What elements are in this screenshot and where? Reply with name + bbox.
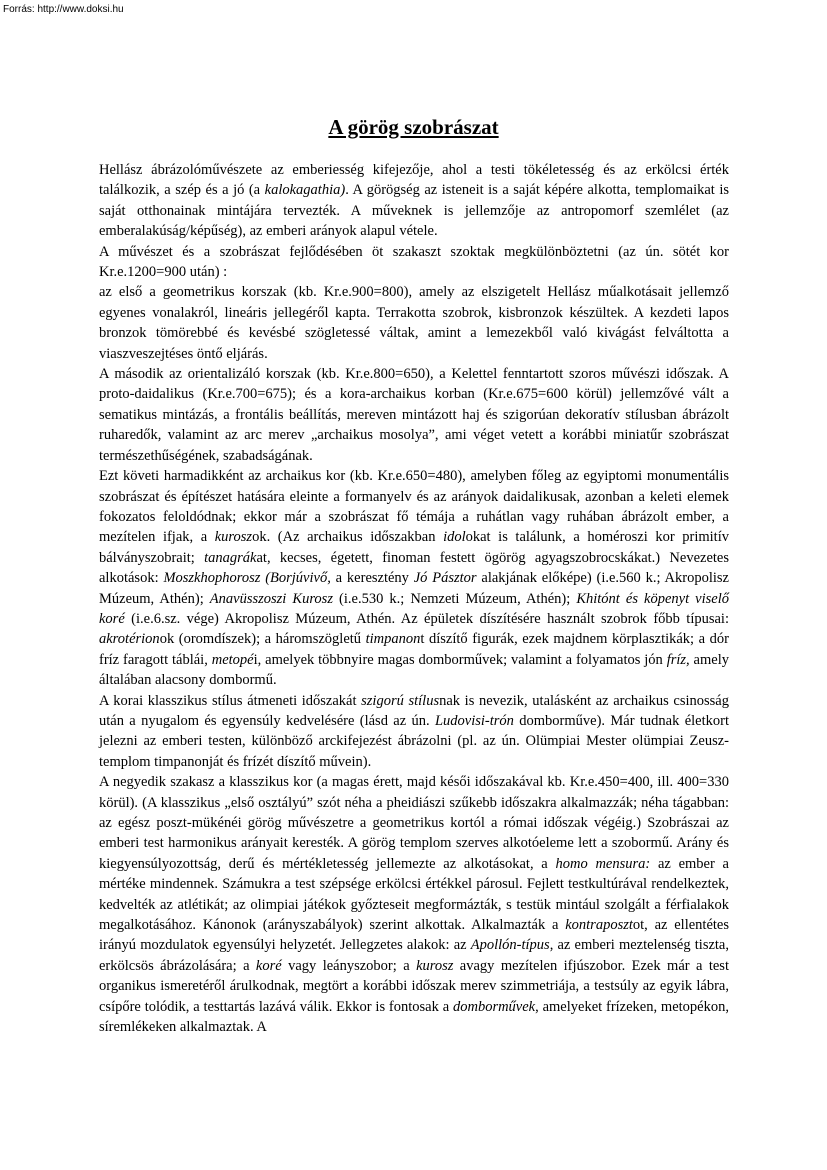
italic-term: homo mensura: [555,855,651,872]
page-title: A görög szobrászat [328,115,499,140]
source-url: Forrás: http://www.doksi.hu [3,4,124,15]
text-run: , az emberi meztelenség tiszta, erkölcsös ábrázolására; a [99,937,729,974]
paragraph [99,691,729,773]
text-run: a keresztény [330,570,414,587]
text-run: ot, az ellentétes irányú mozdulatok egyensúlyi helyzetét. Jellegzetes alakok: az [99,917,729,954]
text-run: alakjának előképe) (i.e.560 k.; Akropolisz Múzeum, Athén); [99,570,729,607]
italic-term: idol [443,529,466,546]
text-run: (i.e.530 k.; Nemzeti Múzeum, Athén); [332,590,577,607]
text-run: nak is nevezik, utalásként az archaikus csinosság után a nyugalom és egyensúly kedvelésére (lásd az ún. [99,692,729,729]
italic-term: akrotérion [99,631,160,648]
text-run: vagy leányszobor; a [281,957,417,974]
paragraph [99,282,729,364]
italic-term: kurosz [416,957,454,974]
text-run: at, kecses, égetett, finoman festett ögörög agyagszobrocskákat.) Nevezetes alkotások: [99,549,729,587]
italic-term: koré [255,957,282,974]
italic-term: Khitónt és köpenyt viselő koré [99,590,729,627]
text-run: (i.e.6.sz. vége) Akropolisz Múzeum, Athén. Az épületek díszítésére használt szobrok főbb típusai: [124,610,729,627]
text-run: az ember a mértéke mindennek. Számukra a test szépsége erkölcsi értékkel párosul. Fejlett testkultúrával rendelkeztek, kedvelték az atlétikát; az olimpiai játékok győzteseit megformázták, s testük mintául szolgált a férfialakok megalkotásához. Kánonok (arányszabályok) szerint alkottak. Alkalmazták a [99,855,729,934]
document-body [99,160,729,1037]
text-run: A második az orientalizáló korszak (kb. Kr.e.800=650), a Kelettel fenntartott szoros művészi időszak. A proto-daidalikus (Kr.e.700=675); és a kora-archaikus korban (Kr.e.675=600 körül) jellemzővé vált a sematikus mintázás, a frontális beállítás, mereven mintázott haj és szigorúan dekoratív stílusban ábrázolt ruharedők, valamint az arc merev „archaikus mosolya”, ami véget vetett a korábbi miniatűr szobrászat természethűségének, szabadságának. [99,366,729,464]
text-run: avagy mezítelen ifjúszobor. Ezek már a test organikus ismeretéről árulkodnak, megtört a korábbi időszak merev szimmetriája, a testsúly az egyik lábra, csípőre tolódik, a testtartás lazává válik. Ekkor is fontosak a [99,957,729,1015]
text-run: ok (oromdíszek); a háromszögletű [159,631,366,648]
text-run: A korai klasszikus stílus átmeneti időszakát [99,692,362,709]
italic-term: szigorú stílus [361,692,440,709]
italic-term: Ludovisi-trón [434,712,514,729]
paragraph [99,160,729,242]
italic-term: Jó Pásztor [413,570,477,587]
text-run: okat is találunk, a homéroszi kor primitív bálványszobrait; [99,529,729,566]
italic-term: fríz, [666,651,690,668]
italic-term: timpanon [365,631,421,648]
paragraph [99,772,729,1037]
text-run: Hellász ábrázolóművészete az emberiesség kifejezője, ahol a testi tökéletesség és az erkölcsi érték találkozik, a szép és a jó (a [99,162,729,199]
text-run: , amelyeket frízeken, metopékon, síremlékeken alkalmaztak. A [99,998,729,1036]
italic-term: Anavüsszoszi Kurosz [209,590,333,607]
text-run: i, amelyek többnyire magas domborművek; valamint a folyamatos jón [253,651,667,668]
italic-term: Moszkhophorosz (Borjúvivő, [163,570,331,587]
text-run: A negyedik szakasz a klasszikus kor (a magas érett, majd késői időszakával kb. Kr.e.450=400, ill. 400=330 körül). (A klasszikus „első osztályú” szót néha a pheidiászi szűkebb időszakra alkalmazzák; néha tágabban: az egész poszt-mükénéi görög művészetre a geometrikus kortól a római időszak végéig.) Szobrászai az emberi test harmonikus arányait keresték. A görög templom szerves alkotóeleme lett a szobormű. Arány és kiegyensúlyozottság, derű és mértékletesség jellemezte az alkotásokat, a [99,774,729,872]
paragraph [99,364,729,466]
text-run: t díszítő figurák, ezek majdnem körplasztikák; a dór fríz faragott táblái, [99,631,729,668]
text-run: ok. (Az archaikus időszakban [252,529,444,546]
italic-term: Apollón-típus [470,937,550,954]
text-run: Ezt követi harmadikként az archaikus kor (kb. Kr.e.650=480), amelyben főleg az egyiptomi monumentális szobrászat és építészet hatására eleinte a formanyelv és az arányok daidalikusak, azonban a keleti elemek fokozatos feloldódnak; ekkor már a szobrászat fő témája a ruhátlan vagy ruhában ábrázolt ember, a mezítelen ifjak, a [99,468,729,546]
italic-term: kontraposzt [565,917,633,934]
text-run: . A görögség az isteneit is a saját képére alkotta, templomaikat is saját otthonainak mintájára tervezték. A műveknek is jellemzője az antropomorf szemlélet (az emberalakúság/képűség), az emberi arányok alapul vétele. [99,182,730,240]
italic-term: tanagrák [204,549,257,566]
italic-term: kurosz [214,529,253,546]
text-run: domborműve). Már tudnak életkort jelezni az emberi testen, különböző arckifejezést ábrázolni (pl. az ún. Olümpiai Mester olümpiai Zeusz-templom timpanonját és frízét díszítő művein). [99,712,729,770]
paragraph [99,466,729,690]
text-run: A művészet és a szobrászat fejlődésében öt szakaszt szoktak megkülönböztetni (az ún. sötét kor Kr.e.1200=900 után) : [99,243,729,281]
italic-term: domborművek [452,998,536,1015]
paragraph [99,242,729,283]
italic-term: kalokagathia) [264,182,346,199]
text-run: amely általában alacsony dombormű. [99,651,729,689]
italic-term: metopé [211,651,254,668]
text-run: az első a geometrikus korszak (kb. Kr.e.900=800), amely az elszigetelt Hellász műalkotásait jellemző egyenes vonalakról, lineáris jellegéről kapta. Terrakotta szobrok, kisbronzok készültek. A kezdeti lapos bronzok tömörebbé és kevésbé szögletessé váltak, amint a lemezekből való kivágást felváltotta a viaszveszejtéses öntő eljárás. [99,284,729,362]
